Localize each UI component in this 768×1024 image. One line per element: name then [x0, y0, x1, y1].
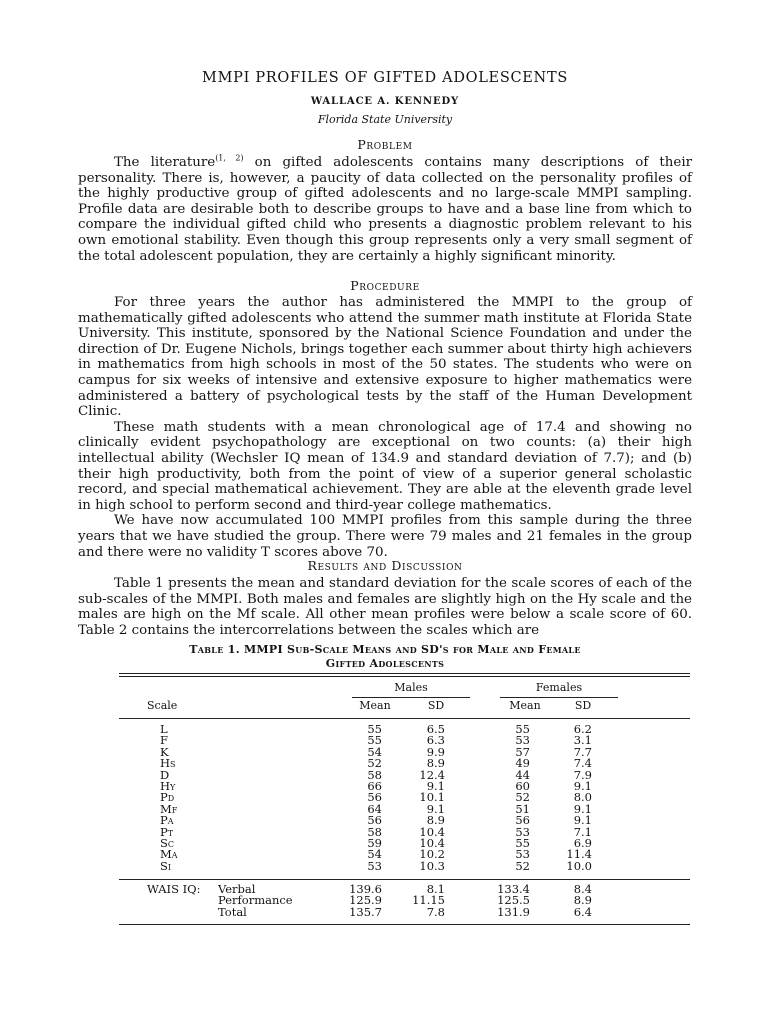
male-mean-value: 56: [367, 813, 382, 828]
scale-label: Sc: [160, 836, 174, 850]
table-header-rule: [119, 718, 690, 719]
female-sd-value: 9.1: [573, 779, 592, 793]
female-mean-value: 52: [515, 858, 530, 873]
male-sd-value: 10.4: [419, 824, 445, 839]
section-heading-results: Results and Discussion: [307, 558, 463, 573]
male-mean-value: 54: [367, 744, 382, 759]
scale-label: K: [160, 744, 169, 759]
female-mean-value: 131.9: [497, 904, 530, 919]
table-bottom-rule: [119, 924, 690, 925]
problem-paragraph: The literature$^{(1, 2)}$ on gifted adolescents contains many descriptions of their personality. There is, however, a paucity of data collected on the personality profiles of the highly productive group of gifted adolescents and no large-scale MMPI sampling. Profile data are desirable both to describe groups to have and a base line from which to compare the individual gifted child who presents a diagnostic problem relevant to his own emotional stability. Even though this group represents only a very small segment of the total adolescent population, they are certainly a highly significant minority.: [78, 153, 692, 264]
female-mean-value: 60: [515, 779, 530, 793]
table-top-rule: [119, 673, 690, 674]
header-scale: Scale: [147, 699, 178, 712]
table-top-rule-double: [119, 676, 690, 677]
female-mean-value: 52: [515, 790, 530, 805]
male-sd-value: 8.1: [426, 882, 445, 896]
table-wais-rule: [119, 879, 690, 880]
section-heading-problem: Problem: [357, 137, 413, 152]
female-mean-value: 51: [515, 801, 530, 816]
scale-label: Hs: [160, 756, 176, 771]
male-mean-value: 125.9: [349, 893, 382, 908]
paper-title: MMPI PROFILES OF GIFTED ADOLESCENTS: [202, 70, 568, 86]
male-mean-value: 54: [367, 847, 382, 862]
female-sd-value: 6.2: [573, 722, 592, 736]
procedure-paragraph-1: For three years the author has administered the MMPI to the group of mathematically gifted adolescents who attend the summer math institute at Florida State University. This institute, sponsored by the National Science Foundation and under the direction of Dr. Eugene Nichols, brings together each summer about thirty high achievers in mathematics from high schools in most of the 50 states. The students who were on campus for six weeks of intensive and extensive exposure to higher mathematics were administered a battery of psychological tests by the staff of the Human Development Clinic.: [78, 295, 692, 420]
male-sd-value: 11.15: [412, 893, 445, 908]
male-mean-value: 55: [367, 733, 382, 748]
female-sd-value: 8.9: [573, 893, 592, 908]
female-mean-value: 125.5: [497, 893, 530, 908]
male-sd-value: 9.1: [426, 801, 445, 816]
male-sd-value: 10.3: [419, 858, 445, 873]
male-sd-value: 6.3: [426, 733, 445, 748]
female-mean-value: 49: [515, 756, 530, 771]
female-sd-value: 11.4: [566, 847, 592, 862]
author-name: WALLACE A. KENNEDY: [310, 96, 460, 107]
male-sd-value: 12.4: [419, 767, 445, 782]
male-mean-value: 58: [367, 767, 382, 782]
female-mean-value: 44: [515, 767, 530, 782]
male-mean-value: 59: [367, 836, 382, 850]
female-mean-value: 53: [515, 847, 530, 862]
wais-row-label: Total: [218, 904, 247, 919]
female-sd-value: 8.0: [573, 790, 592, 805]
female-mean-value: 55: [515, 836, 530, 850]
section-heading-procedure: Procedure: [350, 278, 420, 293]
scale-label: Ma: [160, 847, 178, 862]
female-sd-value: 7.9: [573, 767, 592, 782]
male-mean-value: 58: [367, 824, 382, 839]
scale-label: F: [160, 733, 168, 748]
male-sd-value: 10.1: [419, 790, 445, 805]
female-mean-value: 57: [515, 744, 530, 759]
male-mean-value: 139.6: [349, 882, 382, 896]
female-sd-value: 7.4: [573, 756, 592, 771]
scale-label: Pd: [160, 790, 175, 805]
header-mean-females: Mean: [509, 699, 541, 712]
table-caption: Table 1. MMPI Sub-Scale Means and SD's for Male and Female Gifted Adolescents: [189, 643, 581, 670]
female-sd-value: 6.4: [573, 904, 592, 919]
male-sd-value: 10.4: [419, 836, 445, 850]
results-paragraph: Table 1 presents the mean and standard deviation for the scale scores of each of the sub-scales of the MMPI. Both males and females are slightly high on the Hy scale and the males are high on the Mf scale. All other mean profiles were below a scale score of 60. Table 2 contains the intercorrelations between the scales which are: [78, 576, 692, 638]
female-sd-value: 7.1: [573, 824, 592, 839]
female-mean-value: 53: [515, 824, 530, 839]
wais-label: WAIS IQ:: [147, 882, 201, 896]
procedure-paragraph-2: These math students with a mean chronological age of 17.4 and showing no clinically evident psychopathology are exceptional on two counts: (a) their high intellectual ability (Wechsler IQ mean of 134.9 and standard deviation of 7.7); and (b) their high productivity, both from the point of view of a superior general scholastic record, and special mathematical achievement. They are able at the eleventh grade level in high school to perform second and third-year college mathematics.: [78, 419, 692, 513]
female-mean-value: 133.4: [497, 882, 530, 896]
males-group-rule: [352, 697, 470, 698]
scale-label: Pt: [160, 824, 174, 839]
wais-row-label: Verbal: [218, 882, 256, 896]
male-mean-value: 135.7: [349, 904, 382, 919]
procedure-body: [78, 295, 692, 560]
male-sd-value: 9.1: [426, 779, 445, 793]
male-mean-value: 55: [367, 722, 382, 736]
header-males: Males: [394, 681, 428, 694]
author-affiliation: Florida State University: [317, 113, 453, 126]
header-sd-males: SD: [427, 699, 445, 712]
female-sd-value: 9.1: [573, 801, 592, 816]
female-mean-value: 56: [515, 813, 530, 828]
male-mean-value: 66: [367, 779, 382, 793]
scale-label: Pa: [160, 813, 174, 828]
results-body: [78, 576, 692, 638]
male-mean-value: 64: [367, 801, 382, 816]
scale-label: D: [160, 767, 170, 782]
male-mean-value: 56: [367, 790, 382, 805]
female-mean-value: 55: [515, 722, 530, 736]
female-sd-value: 9.1: [573, 813, 592, 828]
male-sd-value: 8.9: [426, 813, 445, 828]
female-sd-value: 7.7: [573, 744, 592, 759]
male-sd-value: 9.9: [426, 744, 445, 759]
scale-label: Si: [160, 858, 172, 873]
female-sd-value: 6.9: [573, 836, 592, 850]
scale-label: Mf: [160, 801, 178, 816]
male-sd-value: 10.2: [419, 847, 445, 862]
female-sd-value: 10.0: [566, 858, 592, 873]
male-sd-value: 8.9: [426, 756, 445, 771]
male-sd-value: 7.8: [426, 904, 445, 919]
female-mean-value: 53: [515, 733, 530, 748]
header-sd-females: SD: [574, 699, 592, 712]
scale-label: Hy: [160, 779, 176, 793]
header-mean-males: Mean: [359, 699, 391, 712]
header-females: Females: [535, 681, 583, 694]
problem-body: [78, 155, 692, 264]
female-sd-value: 8.4: [573, 882, 592, 896]
male-mean-value: 53: [367, 858, 382, 873]
male-mean-value: 52: [367, 756, 382, 771]
procedure-paragraph-3: We have now accumulated 100 MMPI profiles from this sample during the three years that we have studied the group. There were 79 males and 21 females in the group and there were no validity T scores above 70.: [78, 513, 692, 560]
male-sd-value: 6.5: [426, 722, 445, 736]
citation: (1, 2): [215, 153, 244, 163]
scale-label: L: [160, 722, 168, 736]
females-group-rule: [500, 697, 618, 698]
female-sd-value: 3.1: [573, 733, 592, 748]
wais-row-label: Performance: [218, 893, 293, 908]
